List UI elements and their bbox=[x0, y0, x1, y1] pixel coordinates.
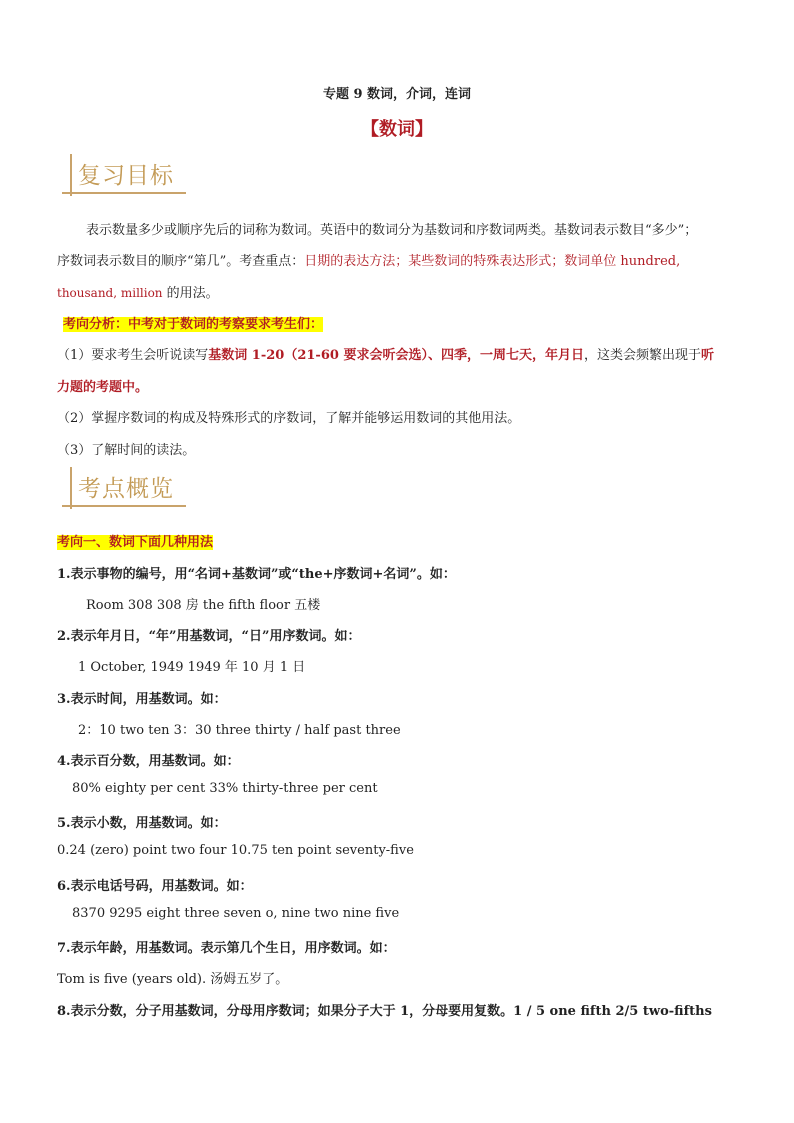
rule-1: 1.表示事物的编号，用“名词+基数词”或“the+序数词+名词”。如： bbox=[57, 567, 456, 582]
example-6: 8370 9295 eight three seven o, nine two nine five bbox=[72, 906, 400, 921]
example-3: 2：10 two ten 3：30 three thirty / half past three bbox=[78, 723, 401, 738]
rule-3: 3.表示时间，用基数词。如： bbox=[57, 692, 227, 707]
intro-line-2 bbox=[57, 250, 680, 269]
analysis-heading bbox=[63, 313, 323, 332]
intro-line-3 bbox=[57, 282, 219, 301]
analysis-item-2: （2）掌握序数词的构成及特殊形式的序数词，了解并能够运用数词的其他用法。 bbox=[57, 411, 521, 426]
intro-line-1: 表示数量多少或顺序先后的词称为数词。英语中的数词分为基数词和序数词两类。基数词表示数目“多少”； bbox=[86, 223, 698, 238]
highlighted-heading: 考向一、数词下面几种用法 bbox=[57, 535, 214, 550]
section-divider-vertical bbox=[70, 467, 72, 509]
section-divider-horizontal bbox=[62, 192, 186, 194]
item-text: ，这类会频繁出现于 bbox=[583, 348, 701, 363]
section-divider-horizontal bbox=[62, 505, 186, 507]
section-label: 复习目标 bbox=[78, 163, 174, 189]
item-emphasis: 听 bbox=[700, 348, 714, 363]
example-7: Tom is five (years old). 汤姆五岁了。 bbox=[57, 972, 289, 987]
rule-4: 4.表示百分数，用基数词。如： bbox=[57, 754, 240, 769]
rule-2: 2.表示年月日，“年”用基数词，“日”用序数词。如： bbox=[57, 629, 361, 644]
highlighted-heading: 考向分析：中考对于数词的考察要求考生们： bbox=[63, 317, 324, 332]
page-subtitle: 【数词】 bbox=[361, 119, 433, 140]
item-emphasis: 基数词 1-20（21-60 要求会听会选）、四季，一周七天，年月日 bbox=[208, 348, 584, 363]
rule-5: 5.表示小数，用基数词。如： bbox=[57, 816, 227, 831]
item-text: （1）要求考生会听说读写 bbox=[57, 348, 209, 363]
analysis-item-1-cont bbox=[57, 376, 148, 395]
example-1: Room 308 308 房 the fifth floor 五楼 bbox=[86, 598, 321, 613]
intro-text: 的用法。 bbox=[162, 286, 219, 301]
rule-7: 7.表示年龄，用基数词。表示第几个生日，用序数词。如： bbox=[57, 941, 396, 956]
example-2: 1 October, 1949 1949 年 10 月 1 日 bbox=[78, 660, 306, 675]
intro-text: 序数词表示数目的顺序“第几”。考查重点： bbox=[57, 254, 305, 269]
example-4: 80% eighty per cent 33% thirty-three per cent bbox=[72, 781, 378, 796]
rule-8: 8.表示分数，分子用基数词，分母用序数词；如果分子大于 1，分母要用复数。1 / 5 one fifth 2/5 two-fifths bbox=[57, 1004, 712, 1019]
analysis-item-1 bbox=[57, 344, 714, 363]
topic-heading bbox=[57, 531, 213, 550]
section-label: 考点概览 bbox=[78, 476, 174, 502]
section-header-review-goals bbox=[62, 154, 192, 198]
exam-focus: 日期的表达方法；某些数词的特殊表达形式；数词单位 hundred, bbox=[304, 254, 681, 269]
page-title: 专题 9 数词，介词，连词 bbox=[322, 87, 472, 102]
section-divider-vertical bbox=[70, 154, 72, 196]
number-units: thousand, million bbox=[57, 286, 163, 300]
rule-6: 6.表示电话号码，用基数词。如： bbox=[57, 879, 253, 894]
item-emphasis: 力题的考题中。 bbox=[57, 380, 149, 395]
analysis-item-3: （3）了解时间的读法。 bbox=[57, 443, 196, 458]
example-5: 0.24 (zero) point two four 10.75 ten point seventy-five bbox=[57, 843, 414, 858]
section-header-overview bbox=[62, 467, 192, 511]
